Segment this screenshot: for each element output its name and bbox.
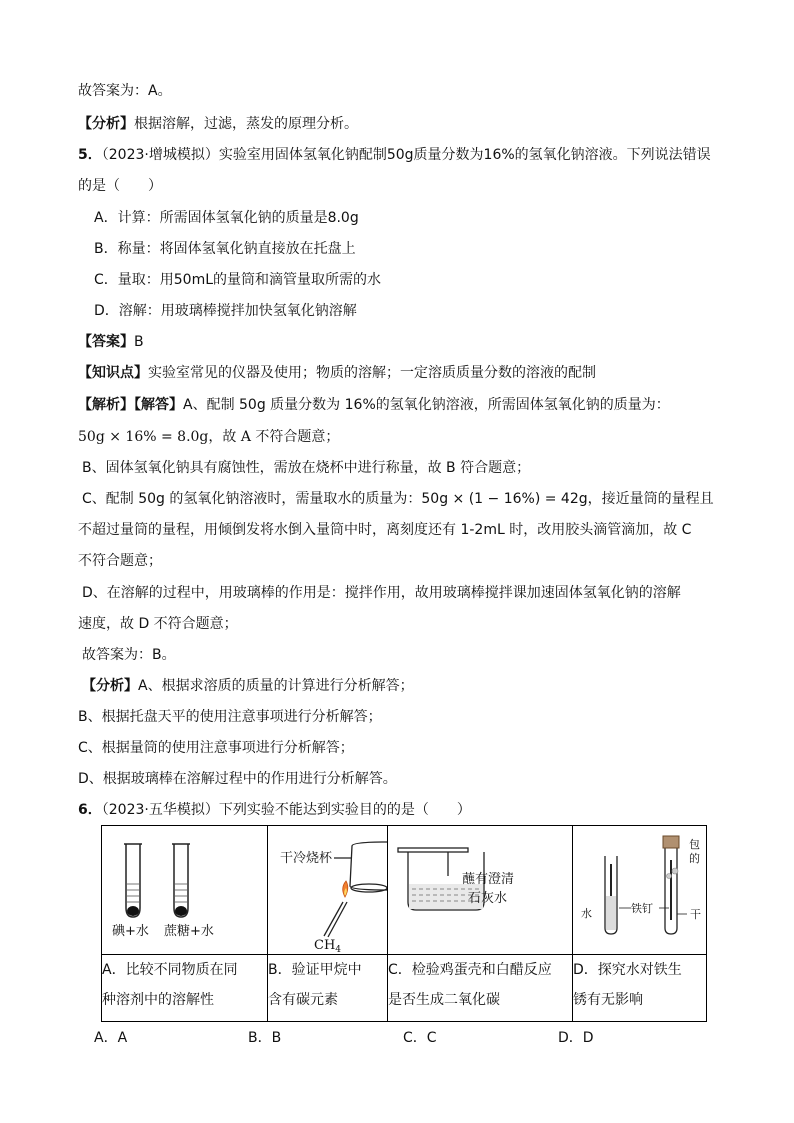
knowledge-text: 实验室常见的仪器及使用；物质的溶解；一定溶质质量分数的溶液的配制 [148, 365, 596, 381]
caption-a-line1: A．比较不同物质在同 [102, 962, 238, 978]
iron-rust-figure [573, 826, 706, 954]
q5-stem-line2: 的是（ ） [78, 178, 162, 194]
caption-b-line2: 含有碳元素 [268, 992, 338, 1008]
q5-explain-line5: 不超过量筒的量程，用倾倒发将水倒入量筒中时，离刻度还有 1-2mL 时，改用胶头滴管滴加，故 C [78, 522, 692, 538]
water-liquid [606, 896, 616, 930]
choice-c: C．C [403, 1030, 437, 1046]
q5-answer [78, 333, 144, 351]
choice-a: A．A [94, 1030, 128, 1046]
label-water: 水 [581, 907, 592, 920]
q5-explain-line4: C、配制 50g 的氢氧化钠溶液时，需量取水的质量为：50g × (1 − 16%) = 42g，接近量筒的量程且 [82, 491, 714, 507]
q5-analysis-line3: C、根据量筒的使用注意事项进行分析解答； [78, 740, 354, 756]
answer-tag: 【答案】 [78, 334, 134, 350]
q5-analysis-text: A、根据求溶质的质量的计算进行分析解答； [138, 678, 414, 694]
q5-source: （2023·增城模拟） [101, 147, 219, 163]
caption-b [268, 955, 388, 1022]
label-limewater: 石灰水 [468, 891, 508, 906]
q5-option-b: B．称量：将固体氢氧化钠直接放在托盘上 [94, 241, 356, 257]
q5-stem-text: 实验室用固体氢氧化钠配制50g质量分数为16%的氢氧化钠溶液。下列说法错误 [218, 147, 711, 163]
label-sugar-water: 蔗糖+水 [164, 924, 214, 939]
label-methane: $CH_4$ [314, 938, 342, 954]
label-cut-2: 的 [689, 852, 700, 865]
caption-b-line1: B．验证甲烷中 [268, 962, 362, 978]
explain-text: A、配制 50g 质量分数为 16%的氢氧化钠溶液，所需固体氢氧化钠的质量为： [183, 397, 670, 413]
q5-explain-line1 [78, 396, 670, 414]
prev-analysis [78, 115, 358, 133]
figure-b-cell [268, 826, 388, 955]
q5-number: 5． [78, 147, 102, 163]
explain-tag: 【解析】【解答】 [78, 397, 183, 413]
figure-d-cell [573, 826, 707, 955]
caption-a [102, 955, 268, 1022]
q5-explain-line8: 速度，故 D 不符合题意； [78, 616, 238, 632]
q5-analysis-line1 [82, 677, 414, 695]
cork-icon [663, 836, 679, 848]
q5-explain-line2: 50g × 16% = 8.0g，故 A 不符合题意； [78, 429, 340, 445]
caption-c-line1: C．检验鸡蛋壳和白醋反应 [388, 962, 552, 978]
figure-c-cell [388, 826, 573, 955]
q6-options-table [101, 825, 707, 1022]
q6-stem [78, 801, 471, 819]
caption-a-line2: 种溶剂中的溶解性 [102, 992, 214, 1008]
q5-final-answer: 故答案为：B。 [82, 647, 176, 663]
q5-analysis-line2: B、根据托盘天平的使用注意事项进行分析解答； [78, 709, 382, 725]
q5-explain-line3: B、固体氢氧化钠具有腐蚀性，需放在烧杯中进行称量，故 B 符合题意； [82, 460, 531, 476]
label-iodine-water: 碘+水 [112, 924, 149, 939]
q5-knowledge [78, 364, 596, 382]
q5-explain-line6: 不符合题意； [78, 553, 162, 569]
knowledge-tag: 【知识点】 [78, 365, 148, 381]
iodine-solid [127, 906, 139, 916]
label-cut-3: 干 [690, 908, 701, 921]
q5-option-a: A．计算：所需固体氢氧化钠的质量是8.0g [94, 210, 359, 226]
q6-source: （2023·五华模拟） [101, 802, 219, 818]
label-dipped-clear: 蘸有澄清 [462, 872, 515, 887]
caption-d-line2: 锈有无影响 [573, 992, 643, 1008]
sugar-solid [175, 906, 187, 916]
caption-c [388, 955, 573, 1022]
test-tubes-figure [102, 826, 267, 954]
q5-option-c: C．量取：用50mL的量筒和滴管量取所需的水 [94, 272, 382, 288]
caption-d-line1: D．探究水对铁生 [573, 962, 682, 978]
q5-stem-line1 [78, 146, 711, 164]
q5-analysis-line4: D、根据玻璃棒在溶解过程中的作用进行分析解答。 [78, 771, 397, 787]
methane-burn-figure [268, 826, 387, 954]
choice-b: B．B [248, 1030, 282, 1046]
q6-number: 6． [78, 802, 102, 818]
prev-answer-line: 故答案为：A。 [78, 83, 172, 99]
label-dry-cold-beaker: 干冷烧杯 [280, 851, 333, 866]
answer-value: B [134, 334, 144, 350]
q5-analysis-tag: 【分析】 [82, 678, 138, 694]
caption-d [573, 955, 707, 1022]
analysis-text: 根据溶解，过滤，蒸发的原理分析。 [134, 116, 358, 132]
limewater-figure [388, 826, 572, 954]
choice-d: D．D [558, 1030, 594, 1046]
q5-option-d: D．溶解：用玻璃棒搅拌加快氢氧化钠溶解 [94, 303, 357, 319]
analysis-tag: 【分析】 [78, 116, 134, 132]
label-cut-1: 包 [689, 838, 700, 851]
q6-stem-text: 下列实验不能达到实验目的的是（ ） [218, 802, 471, 818]
q5-explain-line7: D、在溶解的过程中，用玻璃棒的作用是：搅拌作用，故用玻璃棒搅拌课加速固体氢氧化钠的溶解 [82, 585, 681, 601]
figure-a-cell [102, 826, 268, 955]
label-iron-nail: 铁钉 [631, 902, 653, 915]
caption-c-line2: 是否生成二氧化碳 [388, 992, 500, 1008]
